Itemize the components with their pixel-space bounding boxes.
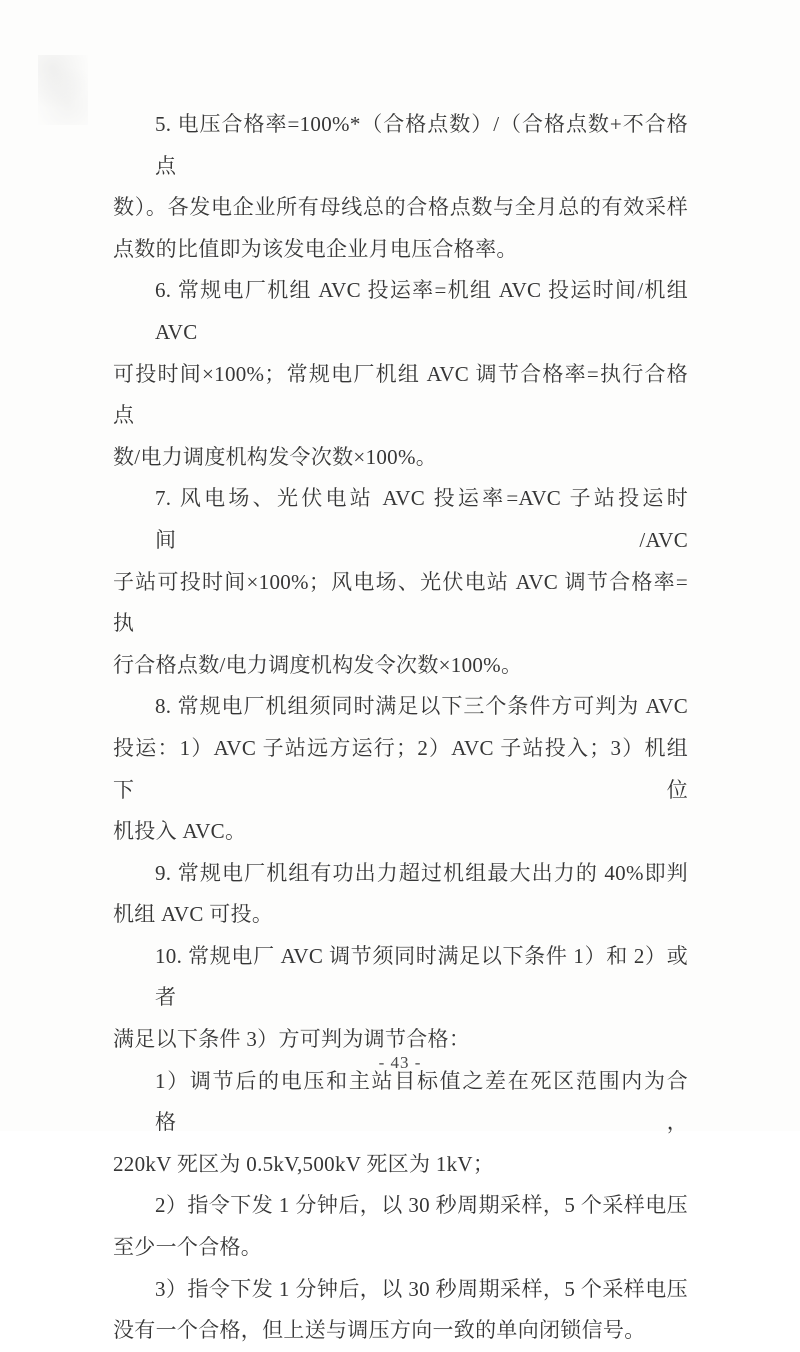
text-line: 6. 常规电厂机组 AVC 投运率=机组 AVC 投运时间/机组 AVC <box>155 278 688 344</box>
text-line: 机投入 AVC。 <box>113 819 247 844</box>
text-line: 2）指令下发 1 分钟后，以 30 秒周期采样，5 个采样电压 <box>155 1193 688 1218</box>
text-line: 投运：1）AVC 子站远方运行；2）AVC 子站投入；3）机组下位 <box>113 735 688 802</box>
text-line: 8. 常规电厂机组须同时满足以下三个条件方可判为 AVC <box>155 694 688 719</box>
text-line: 1）调节后的电压和主站目标值之差在死区范围内为合格， <box>155 1068 688 1135</box>
scan-artifact <box>38 55 88 125</box>
text-line: 3）指令下发 1 分钟后，以 30 秒周期采样，5 个采样电压 <box>155 1276 688 1301</box>
text-line: 至少一个合格。 <box>113 1235 263 1260</box>
text-line: 7. 风电场、光伏电站 AVC 投运率=AVC 子站投运时间/AVC <box>155 486 688 552</box>
text-line: 子站可投时间×100%；风电场、光伏电站 AVC 调节合格率=执 <box>113 569 688 636</box>
page-number: - 43 - <box>378 1053 422 1072</box>
body-text <box>113 104 688 1352</box>
text-line: 10. 常规电厂 AVC 调节须同时满足以下条件 1）和 2）或者 <box>155 943 688 1010</box>
text-line: 220kV 死区为 0.5kV,500kV 死区为 1kV； <box>113 1151 495 1176</box>
text-line: 数/电力调度机构发令次数×100%。 <box>113 444 438 469</box>
text-line: 5. 电压合格率=100%*（合格点数）/（合格点数+不合格点 <box>155 112 688 178</box>
text-line: 满足以下条件 3）方可判为调节合格： <box>113 1027 471 1052</box>
text-line: 行合格点数/电力调度机构发令次数×100%。 <box>113 652 523 677</box>
text-line: 没有一个合格，但上送与调压方向一致的单向闭锁信号。 <box>113 1318 646 1343</box>
text-line: 9. 常规电厂机组有功出力超过机组最大出力的 40%即判 <box>155 860 688 885</box>
text-line: 点数的比值即为该发电企业月电压合格率。 <box>113 236 518 261</box>
text-line: 数）。各发电企业所有母线总的合格点数与全月总的有效采样 <box>113 195 688 220</box>
text-line: 可投时间×100%；常规电厂机组 AVC 调节合格率=执行合格点 <box>113 361 688 428</box>
text-line: 机组 AVC 可投。 <box>113 902 274 927</box>
